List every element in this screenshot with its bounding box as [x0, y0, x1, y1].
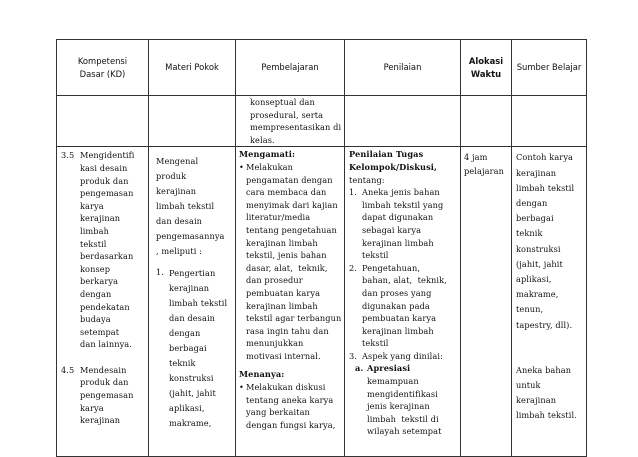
penilaian-list — [349, 186, 458, 362]
text-line: dasar, alat, teknik, — [246, 262, 328, 273]
text-line: dan lainnya. — [80, 339, 132, 350]
text-line: literatur/media — [246, 212, 311, 223]
penilaian-item — [349, 186, 458, 262]
text-line: Mengidentifi — [80, 150, 135, 161]
text-line: yang berkaitan — [246, 407, 310, 418]
text-line: dengan — [169, 328, 201, 339]
text-line: rasa ingin tahu dan — [246, 325, 329, 336]
text-line: limbah tekstil — [156, 201, 215, 212]
text-line: limbah tekstil yang — [362, 199, 444, 210]
text-line: kelas. — [250, 134, 275, 145]
text-line: Aneka jenis bahan — [362, 187, 440, 198]
materi-intro — [156, 154, 232, 259]
text-line: tekstil agar terbangun — [246, 313, 342, 324]
main-row — [57, 147, 587, 457]
subitem-number: a. — [355, 363, 364, 374]
cont-alokasi-cell — [461, 96, 512, 147]
text-line: kerajinan limbah — [362, 237, 434, 248]
text-line: Penilaian Tugas — [349, 149, 424, 160]
subitem-title: Apresiasi — [367, 363, 411, 374]
header-pembelajaran: Pembelajaran — [236, 40, 345, 96]
text-line: dapat digunakan — [362, 212, 434, 223]
text-line: pembuatan karya — [246, 287, 321, 298]
kd-item-text — [80, 149, 146, 351]
penilaian-item-number: 2. — [349, 262, 358, 273]
header-kompetensi: Kompetensi Dasar (KD) — [57, 40, 149, 96]
text-line: Melakukan diskusi — [246, 382, 326, 393]
text-line: berkarya — [80, 276, 119, 287]
text-line: konsep — [80, 263, 111, 274]
materi-item-1 — [156, 266, 232, 431]
penilaian-subitem-a — [349, 362, 458, 375]
penilaian-title — [349, 148, 458, 173]
sumber-block-2 — [516, 363, 584, 424]
text-line: limbah tekstil — [516, 182, 575, 193]
text-line: kemampuan — [367, 376, 419, 387]
text-line: pendekatan — [80, 301, 130, 312]
bullet-text — [246, 381, 342, 431]
text-line: limbah tekstil di — [367, 413, 439, 424]
text-line: menyimak dari kajian — [246, 199, 338, 210]
text-line: teknik — [516, 228, 543, 239]
text-line: kerajinan limbah — [362, 325, 434, 336]
kd-item-number: 4.5 — [61, 364, 75, 375]
text-line: dengan — [516, 197, 548, 208]
text-line: tekstil — [362, 250, 389, 261]
bullet-text — [246, 161, 342, 363]
pembelajaran-cell — [236, 147, 345, 457]
penilaian-item-number: 3. — [349, 350, 358, 361]
text-line: kerajinan — [156, 186, 197, 197]
sumber-cell — [512, 147, 587, 457]
text-line: berbagai — [169, 343, 207, 354]
text-line: motivasi internal. — [246, 350, 321, 361]
header-penilaian: Penilaian — [345, 40, 461, 96]
text-line: budaya — [80, 314, 111, 325]
text-line: karya — [80, 402, 104, 413]
text-line: Melakukan — [246, 161, 293, 172]
text-line: pengamatan dengan — [246, 174, 333, 185]
text-line: dan proses yang — [362, 287, 432, 298]
cont-kd-cell — [57, 96, 149, 147]
text-line: berdasarkan — [80, 251, 134, 262]
text-line: kerajinan — [169, 283, 210, 294]
kd-item-3-5 — [61, 149, 146, 351]
penilaian-intro: tentang: — [349, 174, 385, 185]
text-line: produk dan — [80, 175, 129, 186]
text-line: tapestry, dll). — [516, 319, 573, 330]
penilaian-item — [349, 350, 458, 363]
text-line: dan desain — [156, 216, 203, 227]
text-line: , meliputi : — [156, 246, 203, 257]
text-line: tentang aneka karya — [246, 394, 334, 405]
text-line: untuk — [516, 380, 541, 391]
text-line: kerajinan — [80, 213, 121, 224]
text-line: menunjukkan — [246, 338, 304, 349]
text-line: mengidentifikasi — [367, 388, 438, 399]
text-line: kasi desain — [80, 162, 128, 173]
penilaian-item — [349, 262, 458, 350]
text-line: dan desain — [169, 313, 216, 324]
kd-cell — [57, 147, 149, 457]
alokasi-cell — [461, 147, 512, 457]
cont-sumber-cell — [512, 96, 587, 147]
text-line: sebagai karya — [362, 224, 422, 235]
text-line: bahan, alat, teknik, — [362, 275, 447, 286]
text-line: pelajaran — [464, 166, 504, 177]
text-line: aplikasi, — [169, 403, 205, 414]
materi-item-text — [169, 266, 232, 431]
text-line: kerajinan limbah — [246, 300, 318, 311]
cont-pembelajaran-cell — [236, 96, 345, 147]
text-line: kerajinan — [516, 395, 557, 406]
text-line: karya — [80, 200, 104, 211]
header-alokasi: Alokasi Waktu — [461, 40, 512, 96]
penilaian-item-number: 1. — [349, 187, 358, 198]
text-line: pengemasannya — [156, 231, 225, 242]
text-line: kerajinan — [80, 415, 121, 426]
text-line: Aneka bahan — [516, 364, 572, 375]
text-line: limbah tekstil — [169, 298, 228, 309]
text-line: Pengetahuan, — [362, 262, 421, 273]
text-line: limbah — [80, 225, 109, 236]
text-line: cara membaca dan — [246, 187, 327, 198]
materi-item-number: 1. — [156, 267, 165, 278]
text-line: prosedural, serta — [250, 109, 324, 120]
text-line: produk — [156, 171, 187, 182]
penilaian-item-text — [362, 350, 458, 363]
cont-pembelajaran-text — [236, 96, 344, 146]
text-line: setempat — [80, 326, 120, 337]
text-line: Contoh karya — [516, 152, 574, 163]
text-line: tentang pengetahuan — [246, 224, 337, 235]
continued-row — [57, 96, 587, 147]
text-line: 4 jam — [464, 152, 488, 163]
bullet-menanya — [239, 381, 342, 431]
text-line: teknik — [169, 358, 196, 369]
header-materi: Materi Pokok — [149, 40, 236, 96]
text-line: kerajinan — [516, 167, 557, 178]
sumber-block-1 — [516, 150, 584, 332]
bullet-dot: • — [239, 382, 244, 393]
text-line: Pengertian — [169, 268, 216, 279]
text-line: jenis kerajinan — [367, 401, 430, 412]
kd-item-text — [80, 364, 146, 427]
text-line: tenun, — [516, 304, 544, 315]
text-line: pengemasan — [80, 188, 134, 199]
text-line: tekstil — [362, 338, 389, 349]
text-line: konseptual dan — [250, 97, 315, 107]
kd-item-number: 3.5 — [61, 150, 75, 161]
penilaian-cell — [345, 147, 461, 457]
text-line: kerajinan limbah — [246, 237, 318, 248]
text-line: Mendesain — [80, 364, 127, 375]
text-line: pengemasan — [80, 390, 134, 401]
text-line: (jahit, jahit — [169, 388, 216, 399]
heading-mengamati: Mengamati: — [239, 149, 296, 160]
penilaian-item-text — [362, 262, 458, 350]
text-line: Kelompok/Diskusi, — [349, 161, 437, 172]
text-line: dengan fungsi karya, — [246, 419, 336, 430]
text-line: digunakan pada — [362, 300, 430, 311]
text-line: konstruksi — [516, 243, 561, 254]
text-line: mempresentasikan di — [250, 122, 342, 133]
header-sumber: Sumber Belajar — [512, 40, 587, 96]
text-line: konstruksi — [169, 373, 214, 384]
bullet-mengamati — [239, 161, 342, 363]
bullet-dot: • — [239, 161, 244, 172]
text-line: (jahit, jahit — [516, 258, 563, 269]
header-row — [57, 40, 587, 96]
subitem-text — [349, 375, 458, 438]
text-line: limbah tekstil. — [516, 410, 577, 421]
materi-cell — [149, 147, 236, 457]
text-line: makrame, — [516, 289, 559, 300]
text-line: makrame, — [169, 418, 212, 429]
lesson-plan-table — [56, 39, 587, 457]
text-line: dan prosedur — [246, 275, 303, 286]
text-line: aplikasi, — [516, 274, 552, 284]
text-line: dengan — [80, 288, 112, 299]
cont-penilaian-cell — [345, 96, 461, 147]
cont-materi-cell — [149, 96, 236, 147]
text-line: pembuatan karya — [362, 313, 437, 324]
kd-item-4-5 — [61, 364, 146, 427]
text-line: wilayah setempat — [367, 426, 442, 437]
text-line: Mengenal — [156, 156, 199, 167]
heading-menanya: Menanya: — [239, 369, 285, 380]
text-line: Aspek yang dinilai: — [362, 350, 443, 361]
text-line: produk dan — [80, 377, 129, 388]
text-line: tekstil, jenis bahan — [246, 250, 327, 261]
text-line: berbagai — [516, 213, 554, 224]
penilaian-item-text — [362, 186, 458, 262]
alokasi-text — [461, 147, 511, 178]
text-line: tekstil — [80, 238, 107, 249]
